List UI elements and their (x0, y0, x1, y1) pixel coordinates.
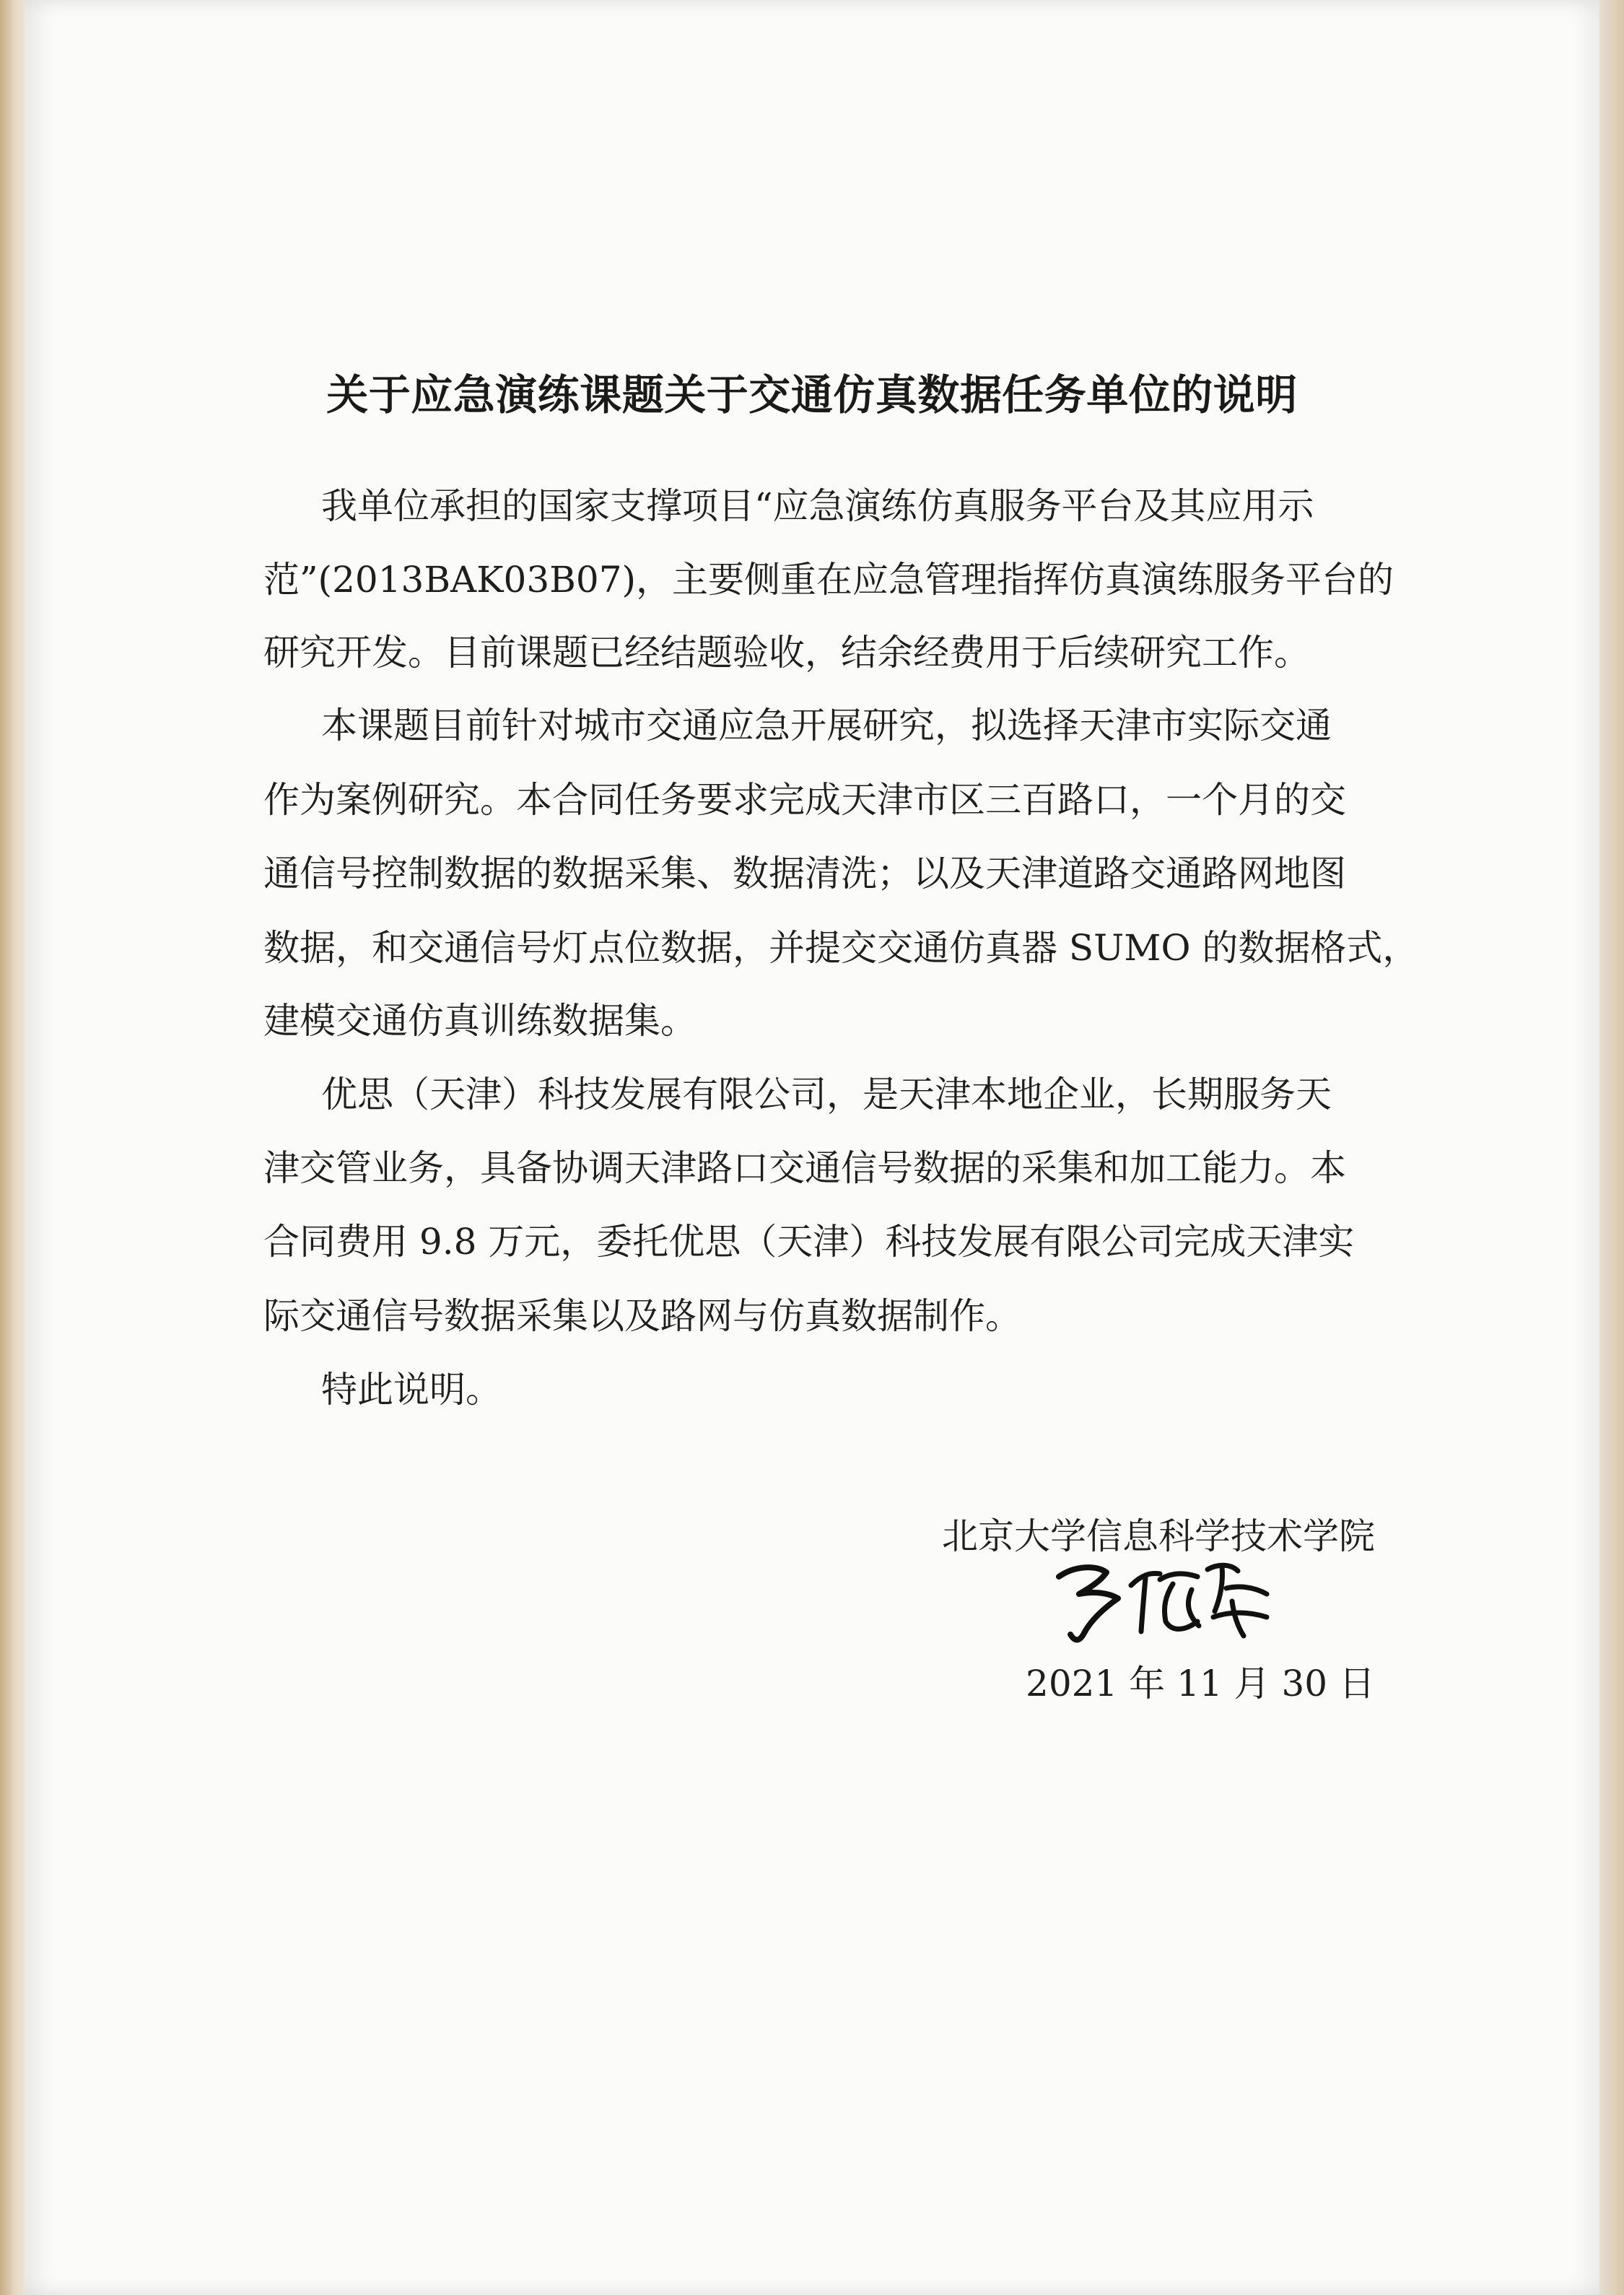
document-title: 关于应急演练课题关于交通仿真数据任务单位的说明 (326, 370, 1298, 419)
paragraph-1-line-2: 范”(2013BAK03B07)，主要侧重在应急管理指挥仿真演练服务平台的 (263, 559, 1394, 601)
paragraph-3-line-3: 合同费用 9.8 万元，委托优思（天津）科技发展有限公司完成天津实 (263, 1221, 1355, 1263)
paragraph-1-line-3: 研究开发。目前课题已经结题验收，结余经费用于后续研究工作。 (263, 632, 1310, 674)
paragraph-2-line-4: 数据，和交通信号灯点位数据，并提交交通仿真器 SUMO 的数据格式， (263, 927, 1419, 969)
signing-organization: 北京大学信息科学技术学院 (942, 1515, 1375, 1557)
paragraph-3-line-1: 优思（天津）科技发展有限公司，是天津本地企业，长期服务天 (321, 1074, 1332, 1115)
paragraph-2-line-2: 作为案例研究。本合同任务要求完成天津市区三百路口，一个月的交 (263, 779, 1346, 821)
paragraph-2-line-5: 建模交通仿真训练数据集。 (263, 1000, 697, 1042)
paragraph-3-line-4: 际交通信号数据采集以及路网与仿真数据制作。 (263, 1295, 1021, 1337)
paragraph-3-line-2: 津交管业务，具备协调天津路口交通信号数据的采集和加工能力。本 (263, 1147, 1346, 1189)
paragraph-2-line-1: 本课题目前针对城市交通应急开展研究，拟选择天津市实际交通 (321, 705, 1332, 746)
document-date: 2021 年 11 月 30 日 (1026, 1663, 1375, 1704)
closing-line: 特此说明。 (321, 1369, 502, 1411)
paragraph-2-line-3: 通信号控制数据的数据采集、数据清洗；以及天津道路交通路网地图 (263, 853, 1346, 894)
handwritten-signature (1050, 1551, 1281, 1645)
paragraph-1-line-1: 我单位承担的国家支撑项目“应急演练仿真服务平台及其应用示 (321, 485, 1314, 527)
